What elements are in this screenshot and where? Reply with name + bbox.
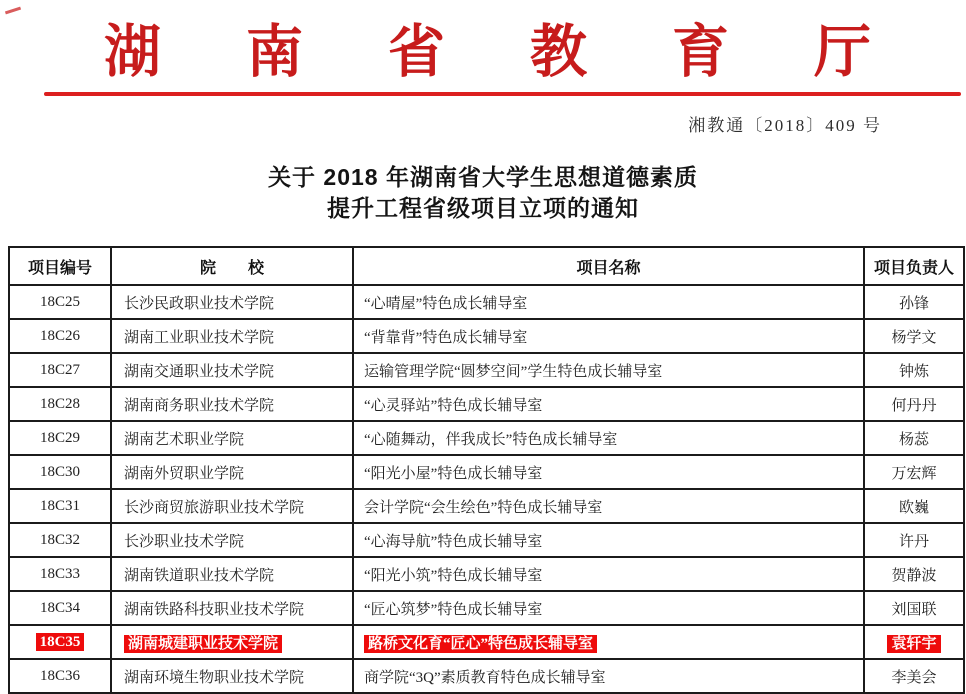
- project-leader: 许丹: [864, 523, 964, 557]
- letterhead-org-name: 湖南省教育厅: [104, 21, 956, 84]
- project-leader: 欧巍: [864, 489, 964, 523]
- school-name: 湖南工业职业技术学院: [111, 319, 353, 353]
- project-id: 18C36: [9, 659, 111, 693]
- school-name: 湖南铁路科技职业技术学院: [111, 591, 353, 625]
- column-header-leader: 项目负责人: [864, 247, 964, 285]
- project-id: 18C32: [9, 523, 111, 557]
- project-name: 运输管理学院“圆梦空间”学生特色成长辅导室: [353, 353, 864, 387]
- project-id: 18C31: [9, 489, 111, 523]
- column-header-school: 院 校: [111, 247, 353, 285]
- project-leader: 孙锋: [864, 285, 964, 319]
- highlight-mark: 袁轩宇: [887, 635, 940, 653]
- table-row: [9, 523, 964, 557]
- table-row: [9, 387, 964, 421]
- project-id: 18C33: [9, 557, 111, 591]
- table-row-highlighted: [9, 625, 964, 659]
- project-leader: 杨蕊: [864, 421, 964, 455]
- table-row: [9, 557, 964, 591]
- school-name: 湖南铁道职业技术学院: [111, 557, 353, 591]
- table-row: [9, 421, 964, 455]
- column-header-project-name: 项目名称: [353, 247, 864, 285]
- highlight-mark: 路桥文化育“匠心”特色成长辅导室: [364, 635, 597, 653]
- school-name: 长沙职业技术学院: [111, 523, 353, 557]
- school-name: 长沙民政职业技术学院: [111, 285, 353, 319]
- project-name: “背靠背”特色成长辅导室: [353, 319, 864, 353]
- project-id: 18C25: [9, 285, 111, 319]
- document-number: 湘教通〔2018〕409 号: [688, 116, 882, 135]
- project-name: “心晴屋”特色成长辅导室: [353, 285, 864, 319]
- highlight-mark: 18C35: [36, 633, 85, 651]
- table-row: [9, 285, 964, 319]
- table-row: [9, 591, 964, 625]
- project-id: 18C27: [9, 353, 111, 387]
- project-name: “阳光小筑”特色成长辅导室: [353, 557, 864, 591]
- school-name: 湖南外贸职业学院: [111, 455, 353, 489]
- document-title-line2: 提升工程省级项目立项的通知: [327, 195, 639, 221]
- project-leader: 李美会: [864, 659, 964, 693]
- table-row: [9, 455, 964, 489]
- project-leader: 贺静波: [864, 557, 964, 591]
- school-name: 湖南商务职业技术学院: [111, 387, 353, 421]
- table-row: [9, 319, 964, 353]
- table-row: [9, 353, 964, 387]
- table-row: [9, 489, 964, 523]
- project-leader: 万宏辉: [864, 455, 964, 489]
- scan-artifact-mark: [5, 7, 21, 15]
- document-title-line1: 关于 2018 年湖南省大学生思想道德素质: [268, 164, 698, 190]
- project-leader: 杨学文: [864, 319, 964, 353]
- project-id: 18C26: [9, 319, 111, 353]
- project-name: 会计学院“会生绘色”特色成长辅导室: [353, 489, 864, 523]
- school-name: [111, 625, 353, 659]
- school-name: 长沙商贸旅游职业技术学院: [111, 489, 353, 523]
- column-header-project-id: 项目编号: [9, 247, 111, 285]
- project-id: 18C30: [9, 455, 111, 489]
- table-header-row: [9, 247, 964, 285]
- project-leader: 刘国联: [864, 591, 964, 625]
- document-title: [0, 162, 966, 224]
- project-approval-table: [8, 246, 965, 694]
- project-name: “心海导航”特色成长辅导室: [353, 523, 864, 557]
- table-row: [9, 659, 964, 693]
- school-name: 湖南环境生物职业技术学院: [111, 659, 353, 693]
- project-id: 18C34: [9, 591, 111, 625]
- project-name: [353, 625, 864, 659]
- letterhead-divider-rule: [44, 92, 961, 96]
- project-id: 18C28: [9, 387, 111, 421]
- project-id: 18C29: [9, 421, 111, 455]
- project-leader: 钟炼: [864, 353, 964, 387]
- school-name: 湖南艺术职业学院: [111, 421, 353, 455]
- project-name: “心灵驿站”特色成长辅导室: [353, 387, 864, 421]
- project-name: 商学院“3Q”素质教育特色成长辅导室: [353, 659, 864, 693]
- project-id: [9, 625, 111, 659]
- project-leader: [864, 625, 964, 659]
- project-name: “匠心筑梦”特色成长辅导室: [353, 591, 864, 625]
- project-name: “阳光小屋”特色成长辅导室: [353, 455, 864, 489]
- project-leader: 何丹丹: [864, 387, 964, 421]
- project-name: “心随舞动，伴我成长”特色成长辅导室: [353, 421, 864, 455]
- school-name: 湖南交通职业技术学院: [111, 353, 353, 387]
- highlight-mark: 湖南城建职业技术学院: [124, 635, 282, 653]
